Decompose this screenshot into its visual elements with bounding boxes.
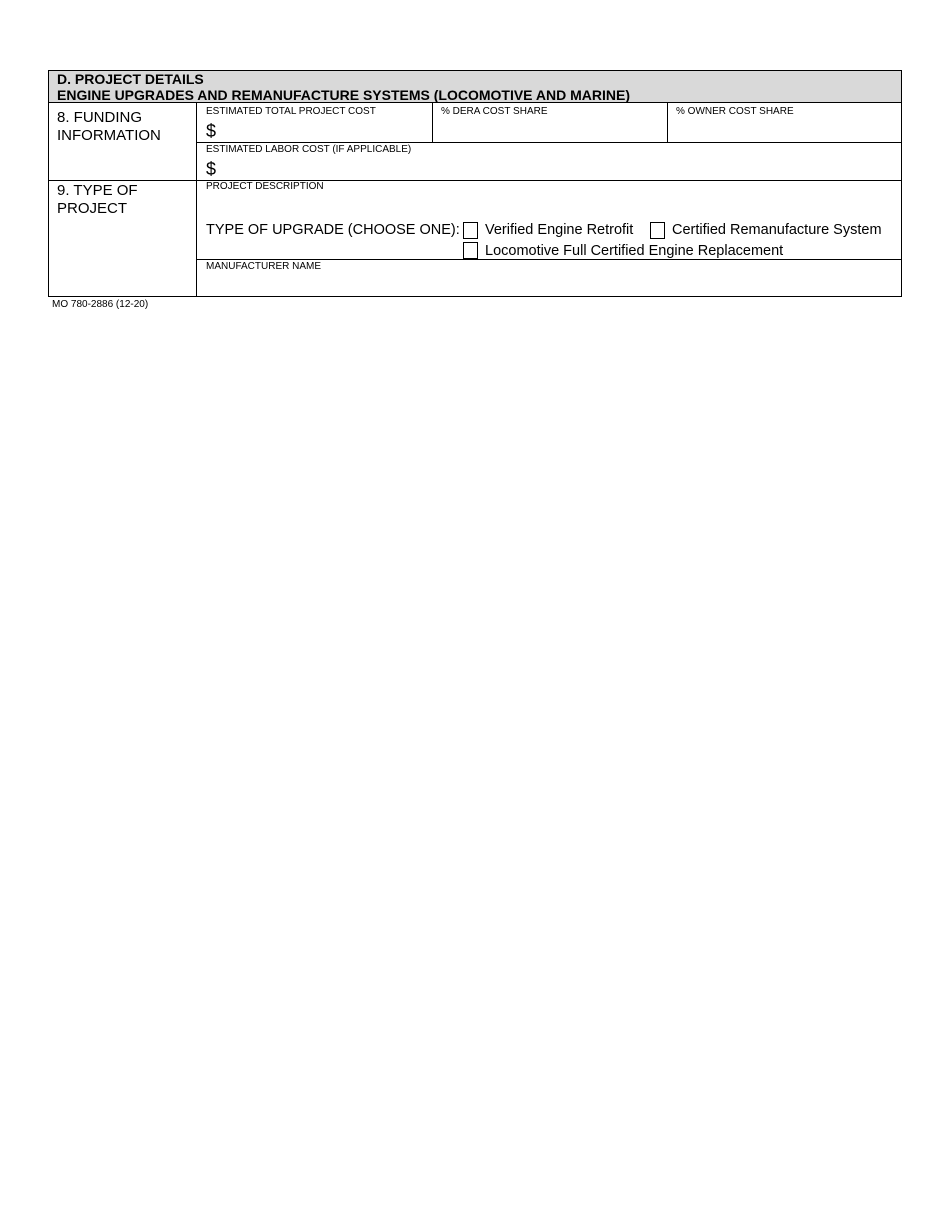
owner-share-field[interactable] <box>676 119 896 139</box>
certified-remanufacture-label: Certified Remanufacture System <box>672 222 882 238</box>
form-number: MO 780-2886 (12-20) <box>52 299 149 310</box>
labor-cost-field[interactable]: $ <box>206 159 217 179</box>
labor-cost-label: ESTIMATED LABOR COST (IF APPLICABLE) <box>206 144 412 155</box>
project-description-label: PROJECT DESCRIPTION <box>206 181 324 192</box>
verified-engine-retrofit-label: Verified Engine Retrofit <box>485 222 634 238</box>
dera-share-field[interactable] <box>441 119 661 139</box>
funding-project-divider <box>49 180 901 181</box>
total-cost-field[interactable]: $ <box>206 121 217 141</box>
cost-divider-2 <box>667 103 668 142</box>
label-column-divider <box>196 103 197 297</box>
locomotive-replacement-checkbox[interactable] <box>463 242 478 259</box>
dera-share-label: % DERA COST SHARE <box>441 106 548 117</box>
total-cost-label: ESTIMATED TOTAL PROJECT COST <box>206 106 376 117</box>
manufacturer-name-label: MANUFACTURER NAME <box>206 261 322 272</box>
project-row-label: 9. TYPE OF PROJECT <box>57 182 138 217</box>
certified-remanufacture-checkbox[interactable] <box>650 222 665 239</box>
project-description-field[interactable] <box>206 195 896 213</box>
locomotive-replacement-label: Locomotive Full Certified Engine Replacement <box>485 243 784 259</box>
section-header <box>49 71 901 103</box>
section-title: D. PROJECT DETAILS <box>57 71 204 87</box>
cost-divider-1 <box>432 103 433 142</box>
section-subtitle: ENGINE UPGRADES AND REMANUFACTURE SYSTEMS (LOCOMOTIVE AND MARINE) <box>57 87 630 103</box>
manufacturer-name-field[interactable] <box>206 275 896 293</box>
project-details-form <box>48 70 902 297</box>
owner-share-label: % OWNER COST SHARE <box>676 106 794 117</box>
upgrade-type-label: TYPE OF UPGRADE (CHOOSE ONE): <box>206 222 460 238</box>
verified-engine-retrofit-checkbox[interactable] <box>463 222 478 239</box>
cost-row-divider <box>197 142 901 143</box>
funding-row-label: 8. FUNDING INFORMATION <box>57 109 161 144</box>
